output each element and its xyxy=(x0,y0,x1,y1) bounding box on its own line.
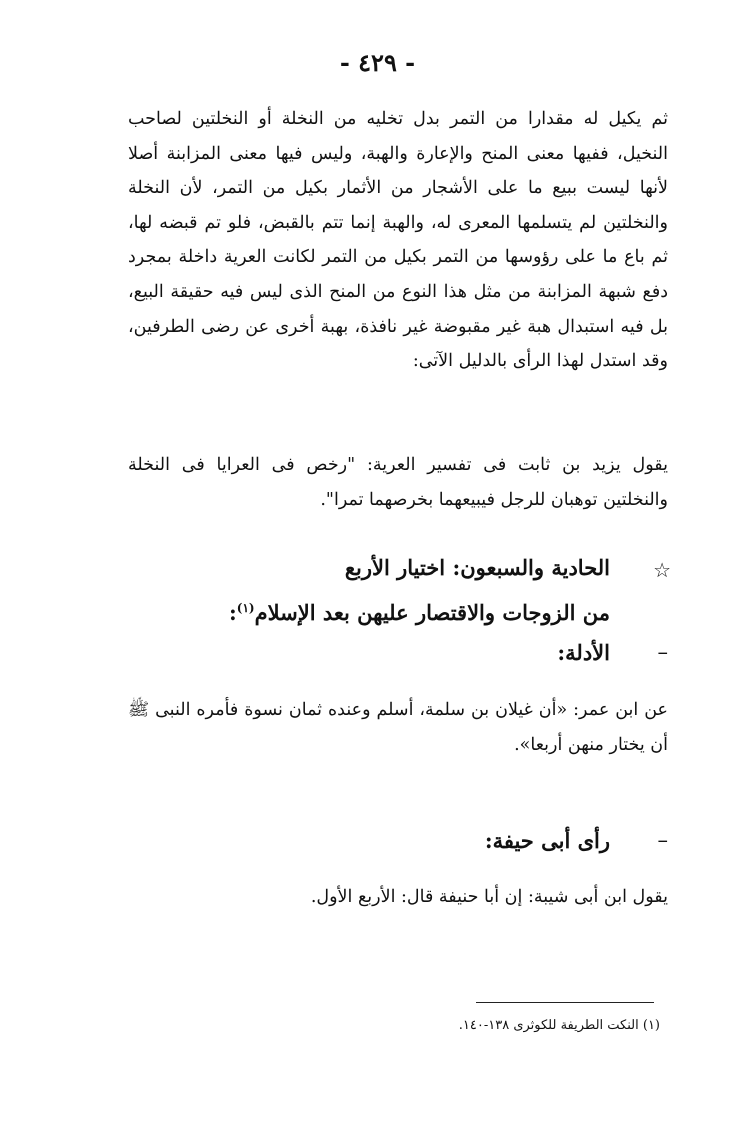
paragraph-hadith: عن ابن عمر: «أن غيلان بن سلمة، أسلم وعنده ثمان نسوة فأمره النبى ﷺ أن يختار منهن أربعا». xyxy=(128,700,668,755)
footnote: (١) النكت الطريفة للكوثرى ١٣٨-١٤٠. xyxy=(458,1018,660,1033)
footnote-marker: (١) xyxy=(236,601,255,615)
evidence-heading xyxy=(128,640,668,665)
section-title-line-2-text: من الزوجات والاقتصار عليهن بعد الإسلام xyxy=(254,600,610,625)
paragraph-opinion: يقول ابن أبى شيبة: إن أبا حنيفة قال: الأربع الأول. xyxy=(310,887,668,907)
opinion-heading-dash: – xyxy=(657,828,668,852)
footnote-divider xyxy=(476,1002,654,1003)
opinion-heading-text: رأى أبى حيفة: xyxy=(484,828,610,853)
opinion-heading xyxy=(128,828,668,853)
paragraph-explanation: ثم يكيل له مقدارا من التمر بدل تخليه من النخلة أو النخلتين لصاحب النخيل، ففيها معنى المنح والإعارة والهبة، وليس فيها معنى المزابنة أصلا لأنها ليست ببيع ما على الأشجار من الأثمار بكيل من التمر، لأن النخلة والنخلتين لم يتسلمها المعرى له، والهبة إنما تتم بالقبض، فلو تم قبضه لها، ثم باع ما على رؤوسها من التمر بكيل من التمر لكانت العرية داخلة بمجرد دفع شبهة المزابنة من مثل هذا النوع من المنح الذى ليس فيه حقيقة البيع، بل فيه استبدال هبة غير مقبوضة غير نافذة، بهبة أخرى عن رضى الطرفين، وقد استدل لهذا الرأى بالدليل الآتى: xyxy=(128,109,668,372)
page-number: - ٤٢٩ - xyxy=(339,48,416,77)
evidence-heading-text: الأدلة: xyxy=(557,640,610,665)
section-title-line-1: الحادية والسبعون: اختيار الأربع xyxy=(344,555,610,580)
section-title-line-2 xyxy=(108,588,668,633)
section-title xyxy=(108,548,671,633)
star-icon: ☆ xyxy=(653,558,671,582)
paragraph-quote-yazid: يقول يزيد بن ثابت فى تفسير العرية: "رخص فى العرايا فى النخلة والنخلتين توهبان للرجل فيبيعهما بخرصهما تمرا". xyxy=(128,455,668,510)
evidence-heading-dash: – xyxy=(657,640,668,664)
section-title-colon: : xyxy=(229,600,237,625)
